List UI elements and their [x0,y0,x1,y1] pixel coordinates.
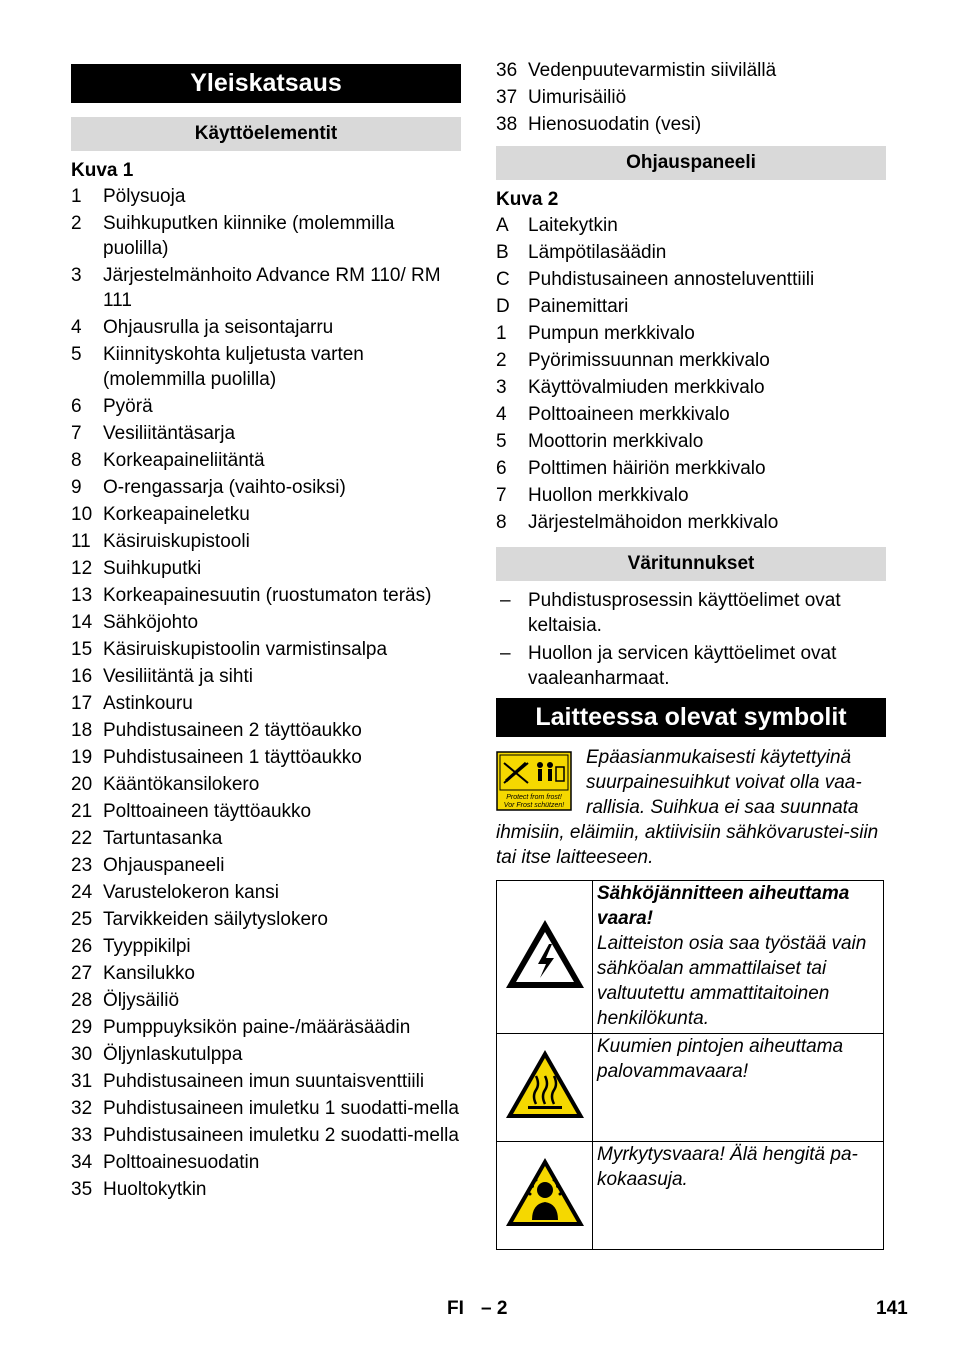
table-row [497,1142,884,1250]
intro-paragraph: Epäasianmukaisesti käytettyinä suurpainesuihkut voivat olla vaa-rallisia. Suihkua ei saa suunnata ihmisiin, eläimiin, aktiivisiin sähkövarustei-siin tai itse laitteeseen. [496,747,879,868]
list-item: 5 Kiinnityskohta kuljetusta varten (molemmilla puolilla) [71,344,364,390]
list-item: 8 Järjestelmähoidon merkkivalo [496,512,779,533]
frost-label-en: Protect from frost! [506,794,562,801]
footer-sub-page: – 2 [481,1298,508,1319]
list-item: 8 Korkeapaineliitäntä [71,450,265,471]
list-item: 4 Polttoaineen merkkivalo [496,404,730,425]
list-item: B Lämpötilasäädin [496,242,667,263]
warning-title-electric: Sähköjännitteen aiheuttama vaara! [597,883,850,929]
component-list [71,184,461,1204]
list-item: 1 Pumpun merkkivalo [496,323,695,344]
list-item: 29 Pumppuyksikön paine-/määräsäädin [71,1017,411,1038]
list-item: 31 Puhdistusaineen imun suuntaisventtiili [71,1071,425,1092]
list-item: C Puhdistusaineen annosteluventtiili [496,269,815,290]
list-item: 35 Huoltokytkin [71,1179,207,1200]
hot-surface-icon [502,1046,588,1122]
list-item: 18 Puhdistusaineen 2 täyttöaukko [71,720,362,741]
list-item: 19 Puhdistusaineen 1 täyttöaukko [71,747,362,768]
subsection-heading-colors: Väritunnukset [496,547,886,581]
list-item: 11 Käsiruiskupistooli [71,531,250,552]
list-item: 20 Kääntökansilokero [71,774,260,795]
list-item: 12 Suihkuputki [71,558,202,579]
list-item: 34 Polttoainesuodatin [71,1152,260,1173]
list-item: 17 Astinkouru [71,693,193,714]
list-item: 10 Korkeapaineletku [71,504,250,525]
section-heading-symbols: Laitteessa olevat symbolit [496,698,886,737]
list-item: 22 Tartuntasanka [71,828,223,849]
control-panel-list [496,213,886,537]
list-item: 15 Käsiruiskupistoolin varmistinsalpa [71,639,388,660]
list-item: 3 Käyttövalmiuden merkkivalo [496,377,765,398]
list-item: A Laitekytkin [496,215,618,236]
list-item: 21 Polttoaineen täyttöaukko [71,801,312,822]
warning-text-electric: Laitteiston osia saa työstää vain sähköalan ammattilaiset tai valtuutettu ammattitaitoinen henkilökunta. [597,933,867,1029]
list-item: – Puhdistusprosessin käyttöelimet ovat keltaisia. [500,590,841,636]
list-item: 38 Hienosuodatin (vesi) [496,114,702,135]
subsection-heading-controls: Käyttöelementit [71,117,461,151]
section-heading-overview: Yleiskatsaus [71,64,461,103]
list-item: 14 Sähköjohto [71,612,199,633]
list-item: 32 Puhdistusaineen imuletku 1 suodatti-mella [71,1098,459,1119]
list-item: 7 Vesiliitäntäsarja [71,423,236,444]
list-item: 2 Suihkuputken kiinnike (molemmilla puolilla) [71,213,395,259]
warning-symbols-table [496,880,884,1250]
list-item: 24 Varustelokeron kansi [71,882,280,903]
list-item: 5 Moottorin merkkivalo [496,431,704,452]
subsection-heading-control-panel: Ohjauspaneeli [496,146,886,180]
list-item: 6 Pyörä [71,396,153,417]
list-item: 16 Vesiliitäntä ja sihti [71,666,253,687]
list-item: 9 O-rengassarja (vaihto-osiksi) [71,477,346,498]
list-item: 36 Vedenpuutevarmistin siivilällä [496,60,777,81]
frost-protection-label-icon [496,751,572,811]
list-item: 13 Korkeapainesuutin (ruostumaton teräs) [71,585,432,606]
list-item: 6 Polttimen häiriön merkkivalo [496,458,766,479]
list-item: 28 Öljysäiliö [71,990,180,1011]
list-item: 4 Ohjausrulla ja seisontajarru [71,317,334,338]
figure-label-1: Kuva 1 [71,160,134,181]
toxic-fumes-icon [502,1154,588,1230]
footer-language: FI [447,1298,464,1319]
warning-text-toxic: Myrkytysvaara! Älä hengitä pa-kokaasuja. [597,1144,858,1190]
list-item: 1 Pölysuoja [71,186,186,207]
list-item: 26 Tyyppikilpi [71,936,191,957]
table-row [497,1034,884,1142]
list-item: – Huollon ja servicen käyttöelimet ovat vaaleanharmaat. [500,643,837,689]
list-item: 7 Huollon merkkivalo [496,485,689,506]
electric-hazard-icon [502,916,588,992]
list-item: 30 Öljynlaskutulppa [71,1044,243,1065]
page-number: 141 [876,1298,908,1319]
list-item: 27 Kansilukko [71,963,195,984]
list-item: 25 Tarvikkeiden säilytyslokero [71,909,328,930]
component-list-continued [496,58,886,139]
color-code-list [496,588,886,694]
list-item: 2 Pyörimissuunnan merkkivalo [496,350,770,371]
list-item: D Painemittari [496,296,629,317]
list-item: 23 Ohjauspaneeli [71,855,225,876]
table-row [497,881,884,1034]
frost-label-de: Vor Frost schützen! [503,802,565,809]
list-item: 33 Puhdistusaineen imuletku 2 suodatti-mella [71,1125,459,1146]
list-item: 3 Järjestelmänhoito Advance RM 110/ RM 111 [71,265,441,311]
warning-text-hot-surface: Kuumien pintojen aiheuttama palovammavaara! [597,1036,844,1082]
high-pressure-warning-text [496,745,886,870]
list-item: 37 Uimurisäiliö [496,87,627,108]
figure-label-2: Kuva 2 [496,189,559,210]
